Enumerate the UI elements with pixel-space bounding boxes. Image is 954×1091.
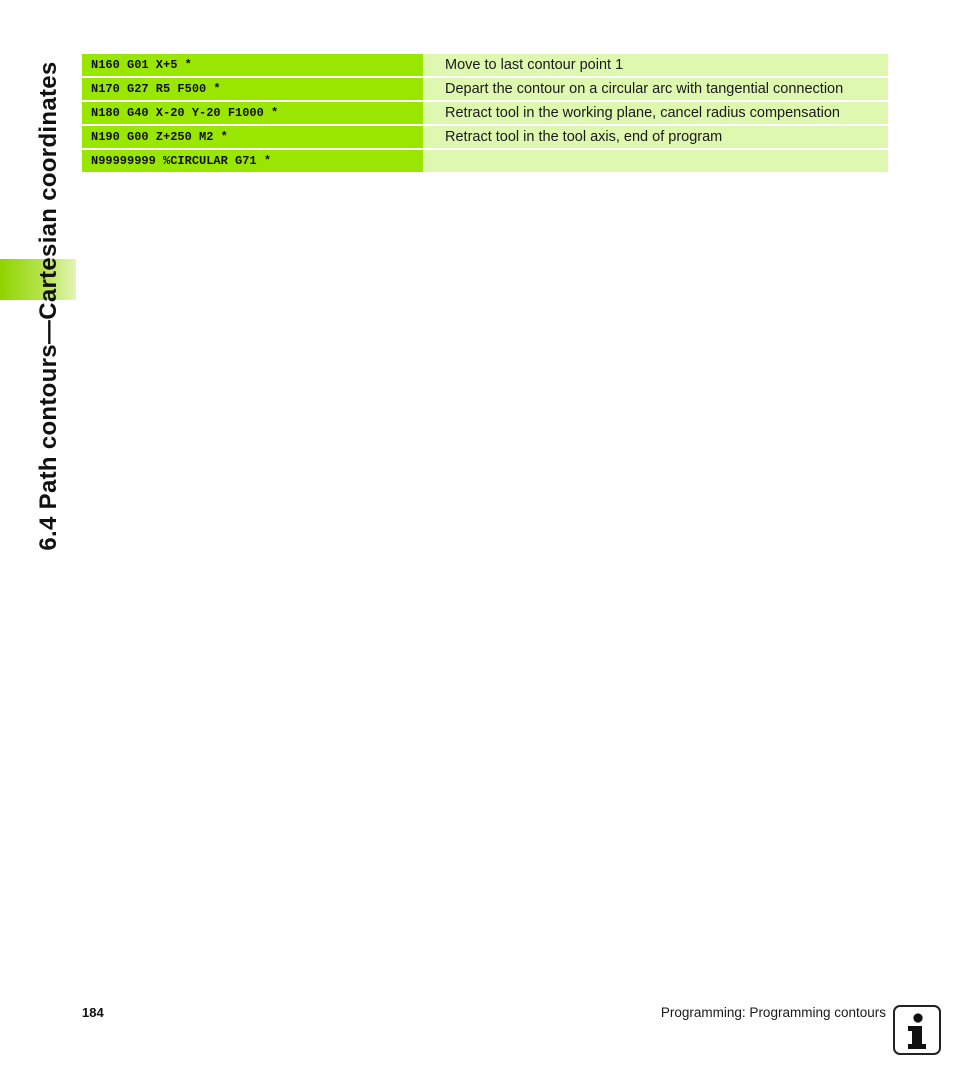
chapter-title: 6.4 Path contours—Cartesian coordinates [35,61,62,551]
nc-code-cell: N160 G01 X+5 * [82,54,423,76]
program-listing-table [82,54,888,174]
table-row [82,150,888,172]
table-row [82,126,888,148]
table-row [82,102,888,124]
nc-code-cell: N190 G00 Z+250 M2 * [82,126,423,148]
description-cell [423,150,888,172]
info-glyph [895,1007,939,1053]
page-number: 184 [82,1005,104,1020]
nc-code-cell: N170 G27 R5 F500 * [82,78,423,100]
table-row [82,78,888,100]
description-cell: Retract tool in the working plane, cancel radius compensation [423,102,888,124]
nc-code-cell: N180 G40 X-20 Y-20 F1000 * [82,102,423,124]
table-row [82,54,888,76]
nc-code-cell: N99999999 %CIRCULAR G71 * [82,150,423,172]
description-cell: Move to last contour point 1 [423,54,888,76]
description-cell: Depart the contour on a circular arc with tangential connection [423,78,888,100]
info-icon [893,1005,941,1055]
footer-section-title: Programming: Programming contours [660,1005,886,1020]
description-cell: Retract tool in the tool axis, end of program [423,126,888,148]
